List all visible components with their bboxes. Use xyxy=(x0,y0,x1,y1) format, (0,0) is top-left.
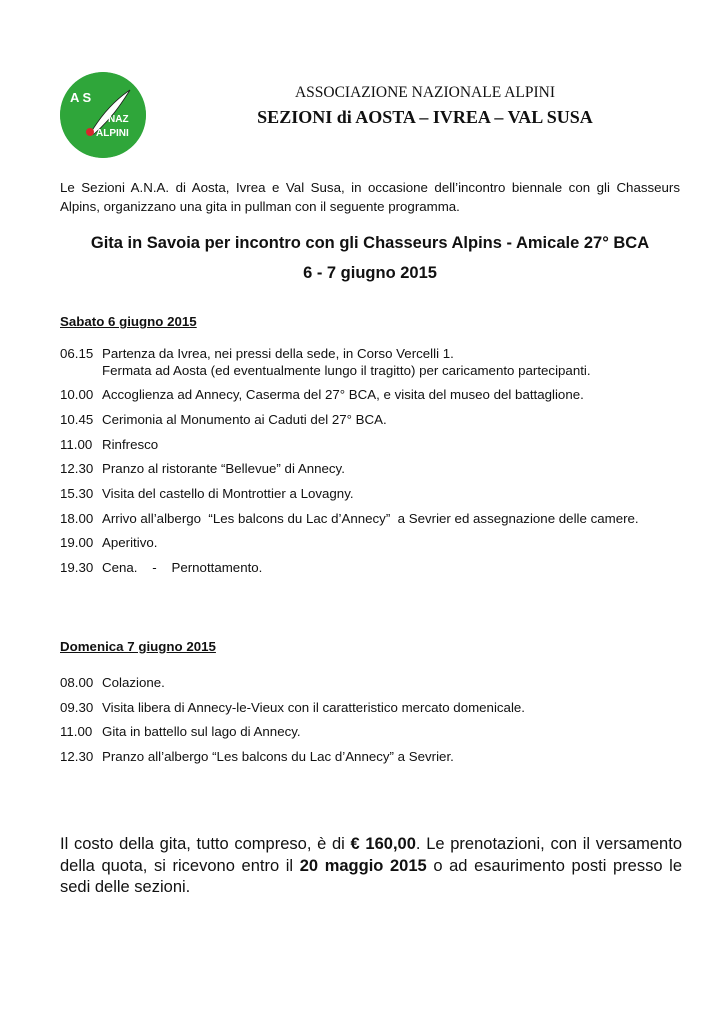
schedule-description: Partenza da Ivrea, nei pressi della sede, in Corso Vercelli 1. Fermata ad Aosta (ed eventualmente lungo il tragitto) per caricamento partecipanti. xyxy=(102,346,591,378)
trip-dates: 6 - 7 giugno 2015 xyxy=(303,264,437,282)
schedule-description: Pranzo all’albergo “Les balcons du Lac d’Annecy” a Sevrier. xyxy=(102,749,454,765)
schedule-description: Cena. - Pernottamento. xyxy=(102,560,263,575)
ana-logo-graphic xyxy=(60,72,146,158)
logo-text-top: A S xyxy=(70,90,92,105)
cost-text-2: . Le prenotazioni, con il versamento della quota, si ricevono entro il xyxy=(60,835,682,875)
schedule-time: 18.00 xyxy=(60,510,94,526)
cost-deadline: 20 maggio 2015 xyxy=(299,856,427,875)
schedule-time: 09.30 xyxy=(60,699,94,715)
schedule-item xyxy=(60,461,680,478)
schedule-time: 11.00 xyxy=(60,724,93,740)
organization-name: ASSOCIAZIONE NAZIONALE ALPINI xyxy=(294,84,556,101)
cost-price: € 160,00 xyxy=(350,835,416,853)
schedule-item xyxy=(60,387,680,404)
cost-text-3: o ad esaurimento posti presso le sedi delle sezioni. xyxy=(60,856,682,896)
schedule-time: 10.00 xyxy=(60,387,94,403)
schedule-description: Pranzo al ristorante “Bellevue” di Annecy. xyxy=(102,461,345,477)
schedule-item xyxy=(60,560,680,577)
sunday-heading: Domenica 7 giugno 2015 xyxy=(60,639,216,654)
trip-title: Gita in Savoia per incontro con gli Chasseurs Alpins - Amicale 27° BCA xyxy=(90,234,650,252)
saturday-heading: Sabato 6 giugno 2015 xyxy=(60,314,197,329)
schedule-description: Rinfresco xyxy=(102,436,159,452)
schedule-description: Visita del castello di Montrottier a Lovagny. xyxy=(102,485,354,501)
schedule-time: 19.00 xyxy=(60,535,94,551)
schedule-item xyxy=(60,675,680,692)
cost-paragraph xyxy=(60,834,682,899)
schedule-description: Accoglienza ad Annecy, Caserma del 27° BCA, e visita del museo del battaglione. xyxy=(102,387,584,403)
schedule-time: 15.30 xyxy=(60,485,94,501)
schedule-item xyxy=(60,486,680,503)
schedule-time: 08.00 xyxy=(60,675,94,690)
schedule-time: 11.00 xyxy=(60,436,93,452)
schedule-time: 10.45 xyxy=(60,411,94,427)
schedule-time: 06.15 xyxy=(60,346,94,361)
schedule-time: 12.30 xyxy=(60,461,94,477)
ana-logo xyxy=(60,72,146,158)
schedule-item xyxy=(60,511,680,528)
sunday-schedule xyxy=(60,675,680,774)
intro-paragraph: Le Sezioni A.N.A. di Aosta, Ivrea e Val Susa, in occasione dell’incontro biennale con gli Chasseurs Alpins, organizzano una gita in pullman con il seguente programma. xyxy=(60,180,680,214)
schedule-item xyxy=(60,724,680,741)
schedule-item xyxy=(60,700,680,717)
red-pompom-icon xyxy=(86,128,94,136)
schedule-description: Colazione. xyxy=(102,675,165,690)
schedule-item xyxy=(60,412,680,429)
schedule-description: Arrivo all’albergo “Les balcons du Lac d’Annecy” a Sevrier ed assegnazione delle camere. xyxy=(102,510,639,526)
schedule-description: Gita in battello sul lago di Annecy. xyxy=(102,724,301,740)
schedule-description: Visita libera di Annecy-le-Vieux con il caratteristico mercato domenicale. xyxy=(102,699,525,715)
schedule-description: Cerimonia al Monumento ai Caduti del 27° BCA. xyxy=(102,411,387,427)
schedule-item xyxy=(60,535,680,552)
schedule-time: 19.30 xyxy=(60,560,94,575)
logo-text-bottom: ALPINI xyxy=(96,128,129,139)
schedule-item xyxy=(60,749,680,766)
logo-text-mid: NAZ xyxy=(108,114,129,125)
schedule-description: Aperitivo. xyxy=(102,535,158,551)
schedule-item xyxy=(60,437,680,454)
schedule-item xyxy=(60,346,680,379)
saturday-schedule xyxy=(60,346,680,585)
sections-title: SEZIONI di AOSTA – IVREA – VAL SUSA xyxy=(257,107,593,127)
cost-text-1: Il costo della gita, tutto compreso, è di xyxy=(60,835,351,853)
schedule-time: 12.30 xyxy=(60,749,94,765)
